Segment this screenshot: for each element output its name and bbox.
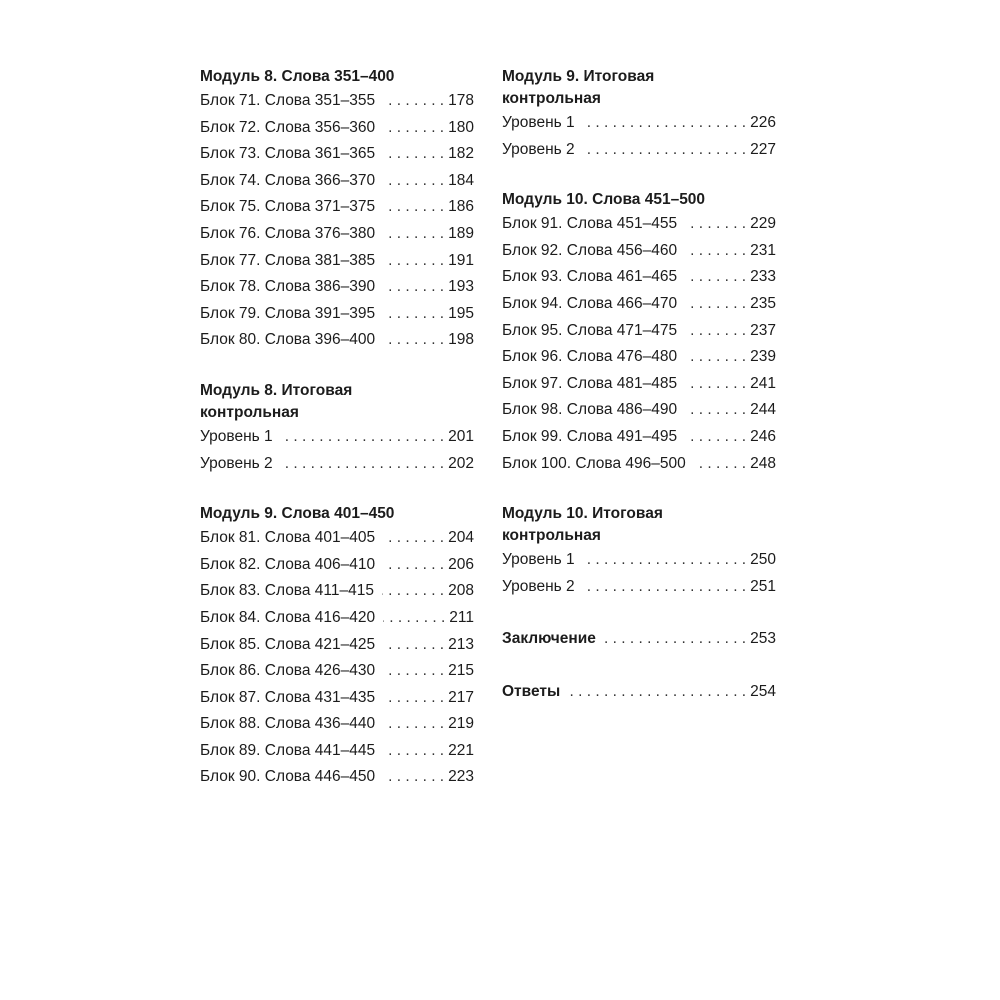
toc-entry[interactable] bbox=[200, 424, 474, 451]
toc-page-number: 219 bbox=[448, 715, 474, 733]
dot-leader bbox=[383, 738, 444, 765]
dot-leader bbox=[383, 605, 445, 632]
toc-section bbox=[200, 380, 474, 477]
dot-leader bbox=[383, 764, 444, 791]
section-heading-line: контрольная bbox=[502, 90, 601, 107]
toc-page-number: 189 bbox=[448, 224, 474, 242]
toc-entry[interactable] bbox=[200, 738, 474, 765]
toc-page-number: 178 bbox=[448, 92, 474, 109]
toc-page-number: 211 bbox=[449, 608, 474, 626]
dot-leader bbox=[383, 194, 444, 221]
toc-section bbox=[502, 679, 776, 706]
toc-entry-label: Блок 88. Слова 436–440 bbox=[200, 715, 376, 733]
toc-entry-label: Уровень 1 bbox=[200, 427, 273, 445]
toc-page-number: 221 bbox=[448, 741, 474, 759]
dot-leader bbox=[383, 221, 444, 248]
toc-entry[interactable] bbox=[200, 194, 474, 221]
toc-entry-label: Блок 73. Слова 361–365 bbox=[200, 145, 376, 163]
toc-page-number: 251 bbox=[750, 577, 776, 595]
toc-entry[interactable] bbox=[502, 547, 776, 574]
dot-leader bbox=[383, 685, 444, 712]
dot-leader bbox=[685, 238, 746, 265]
toc-entry[interactable] bbox=[200, 327, 474, 354]
toc-entry-label: Блок 98. Слова 486–490 bbox=[502, 401, 678, 419]
toc-entry-label: Блок 82. Слова 406–410 bbox=[200, 555, 376, 573]
section-heading-line: контрольная bbox=[502, 527, 601, 545]
toc-entry-label: Блок 83. Слова 411–415 bbox=[200, 582, 374, 600]
toc-page-number: 227 bbox=[750, 140, 776, 158]
toc-entry-label: Блок 100. Слова 496–500 bbox=[502, 454, 686, 472]
toc-page-number: 186 bbox=[448, 198, 474, 216]
toc-entry-label: Блок 77. Слова 381–385 bbox=[200, 251, 376, 269]
toc-entry[interactable] bbox=[502, 626, 776, 653]
dot-leader bbox=[685, 211, 746, 238]
dot-leader bbox=[383, 248, 444, 275]
toc-page-number: 246 bbox=[750, 427, 776, 445]
dot-leader bbox=[685, 371, 746, 398]
toc-page-number: 237 bbox=[750, 321, 776, 339]
toc-entry[interactable] bbox=[502, 137, 776, 164]
toc-page-number: 235 bbox=[750, 294, 776, 312]
toc-page-number: 250 bbox=[750, 551, 776, 569]
toc-page-number: 215 bbox=[448, 662, 474, 680]
toc-entry-label: Уровень 2 bbox=[200, 454, 273, 472]
toc-entry-label: Блок 71. Слова 351–355 bbox=[200, 92, 376, 109]
toc-entry[interactable] bbox=[200, 711, 474, 738]
toc-entry[interactable] bbox=[502, 264, 776, 291]
toc-page-number: 201 bbox=[448, 427, 474, 445]
toc-entry[interactable] bbox=[502, 451, 776, 478]
toc-section bbox=[502, 626, 776, 653]
dot-leader bbox=[604, 626, 746, 653]
toc-entry-label: Блок 87. Слова 431–435 bbox=[200, 688, 376, 706]
toc-page-number: 193 bbox=[448, 278, 474, 296]
toc-page-number: 202 bbox=[448, 454, 474, 472]
section-heading-line: Модуль 9. Итоговая bbox=[502, 68, 655, 85]
dot-leader bbox=[685, 397, 746, 424]
toc-page-number: 180 bbox=[448, 118, 474, 136]
toc-entry-label: Блок 92. Слова 456–460 bbox=[502, 241, 678, 259]
toc-entry-label: Блок 89. Слова 441–445 bbox=[200, 741, 376, 759]
toc-entry[interactable] bbox=[502, 397, 776, 424]
toc-entry[interactable] bbox=[200, 301, 474, 328]
dot-leader bbox=[383, 168, 444, 195]
toc-page-number: 208 bbox=[448, 582, 474, 600]
dot-leader bbox=[383, 525, 444, 552]
toc-page-number: 253 bbox=[750, 630, 776, 648]
toc-page-number: 231 bbox=[750, 241, 776, 259]
toc-page-number: 213 bbox=[448, 635, 474, 653]
toc-section bbox=[502, 66, 776, 163]
toc-page-number: 198 bbox=[448, 331, 474, 349]
toc-entry-label: Блок 99. Слова 491–495 bbox=[502, 427, 678, 445]
toc-entry[interactable] bbox=[200, 764, 474, 791]
dot-leader bbox=[685, 264, 746, 291]
dot-leader bbox=[583, 574, 746, 601]
toc-entry-label: Блок 91. Слова 451–455 bbox=[502, 215, 678, 233]
toc-entry[interactable] bbox=[200, 168, 474, 195]
dot-leader bbox=[685, 318, 746, 345]
dot-leader bbox=[383, 552, 444, 579]
toc-entry[interactable] bbox=[200, 578, 474, 605]
toc-page-number: 204 bbox=[448, 529, 474, 547]
dot-leader bbox=[583, 547, 746, 574]
toc-entry[interactable] bbox=[200, 552, 474, 579]
toc-entry[interactable] bbox=[502, 574, 776, 601]
section-heading bbox=[200, 503, 474, 525]
toc-entry[interactable] bbox=[200, 248, 474, 275]
toc-entry[interactable] bbox=[200, 141, 474, 168]
toc-entry[interactable] bbox=[502, 110, 776, 137]
section-heading-line: Модуль 9. Слова 401–450 bbox=[200, 505, 395, 523]
toc-entry-label: Блок 76. Слова 376–380 bbox=[200, 224, 376, 242]
toc-entry-label: Уровень 1 bbox=[502, 114, 575, 131]
dot-leader bbox=[382, 578, 444, 605]
dot-leader bbox=[383, 711, 444, 738]
toc-page-number: 233 bbox=[750, 268, 776, 286]
toc-entry-label: Заключение bbox=[502, 630, 596, 648]
toc-entry[interactable] bbox=[200, 451, 474, 478]
toc-entry-label: Блок 74. Слова 366–370 bbox=[200, 171, 376, 189]
dot-leader bbox=[583, 110, 746, 137]
toc-entry[interactable] bbox=[200, 605, 474, 632]
dot-leader bbox=[383, 274, 444, 301]
toc-entry-label: Блок 80. Слова 396–400 bbox=[200, 331, 376, 349]
toc-page-number: 191 bbox=[448, 251, 474, 269]
toc-entry-label: Уровень 2 bbox=[502, 140, 575, 158]
toc-entry[interactable] bbox=[502, 211, 776, 238]
toc-entry[interactable] bbox=[200, 685, 474, 712]
dot-leader bbox=[383, 327, 444, 354]
toc-page-number: 248 bbox=[750, 454, 776, 472]
toc-page-number: 226 bbox=[750, 114, 776, 131]
toc-entry[interactable] bbox=[200, 88, 474, 115]
toc-entry-label: Блок 75. Слова 371–375 bbox=[200, 198, 376, 216]
toc-right-column bbox=[502, 66, 776, 732]
section-heading-line: Модуль 8. Слова 351–400 bbox=[200, 68, 395, 85]
toc-page-number: 217 bbox=[448, 688, 474, 706]
toc-section bbox=[502, 189, 776, 477]
toc-entry-label: Блок 72. Слова 356–360 bbox=[200, 118, 376, 136]
dot-leader bbox=[281, 424, 444, 451]
dot-leader bbox=[383, 658, 444, 685]
toc-entry[interactable] bbox=[502, 424, 776, 451]
dot-leader bbox=[568, 679, 746, 706]
toc-entry-label: Блок 78. Слова 386–390 bbox=[200, 278, 376, 296]
section-heading-line: Модуль 10. Итоговая bbox=[502, 505, 663, 523]
section-heading bbox=[200, 66, 474, 88]
toc-page-number: 184 bbox=[448, 171, 474, 189]
toc-section bbox=[200, 66, 474, 354]
dot-leader bbox=[694, 451, 746, 478]
toc-entry[interactable] bbox=[502, 318, 776, 345]
toc-entry[interactable] bbox=[502, 238, 776, 265]
toc-entry-label: Блок 79. Слова 391–395 bbox=[200, 304, 376, 322]
toc-page-number: 195 bbox=[448, 304, 474, 322]
section-heading-line: контрольная bbox=[200, 403, 299, 421]
section-heading bbox=[502, 503, 776, 547]
toc-page-number: 244 bbox=[750, 401, 776, 419]
toc-entry-label: Блок 84. Слова 416–420 bbox=[200, 608, 376, 626]
toc-entry-label: Блок 95. Слова 471–475 bbox=[502, 321, 678, 339]
toc-entry[interactable] bbox=[200, 221, 474, 248]
toc-entry[interactable] bbox=[200, 658, 474, 685]
toc-page-number: 239 bbox=[750, 348, 776, 366]
toc-entry[interactable] bbox=[200, 632, 474, 659]
section-heading bbox=[200, 380, 474, 424]
toc-entry[interactable] bbox=[502, 291, 776, 318]
toc-entry[interactable] bbox=[502, 679, 776, 706]
section-heading-line: Модуль 10. Слова 451–500 bbox=[502, 191, 706, 209]
toc-entry[interactable] bbox=[502, 344, 776, 371]
toc-entry-label: Блок 97. Слова 481–485 bbox=[502, 374, 678, 392]
toc-page-number: 206 bbox=[448, 555, 474, 573]
toc-page-number: 223 bbox=[448, 768, 474, 786]
dot-leader bbox=[383, 632, 444, 659]
toc-entry-label: Блок 96. Слова 476–480 bbox=[502, 348, 678, 366]
toc-page-number: 229 bbox=[750, 215, 776, 233]
dot-leader bbox=[383, 141, 444, 168]
section-heading bbox=[502, 189, 776, 211]
toc-entry[interactable] bbox=[200, 115, 474, 142]
toc-entry[interactable] bbox=[200, 274, 474, 301]
dot-leader bbox=[685, 424, 746, 451]
toc-entry[interactable] bbox=[502, 371, 776, 398]
toc-section bbox=[200, 503, 474, 791]
dot-leader bbox=[685, 291, 746, 318]
section-heading bbox=[502, 66, 776, 110]
dot-leader bbox=[685, 344, 746, 371]
toc-section bbox=[502, 503, 776, 600]
section-heading-line: Модуль 8. Итоговая bbox=[200, 381, 353, 399]
toc-page-number: 241 bbox=[750, 374, 776, 392]
toc-page-number: 254 bbox=[750, 682, 776, 700]
toc-entry-label: Блок 94. Слова 466–470 bbox=[502, 294, 678, 312]
dot-leader bbox=[383, 88, 444, 115]
toc-entry-label: Уровень 1 bbox=[502, 551, 575, 569]
toc-entry[interactable] bbox=[200, 525, 474, 552]
toc-entry-label: Ответы bbox=[502, 682, 561, 700]
dot-leader bbox=[281, 451, 444, 478]
toc-entry-label: Уровень 2 bbox=[502, 577, 575, 595]
toc-entry-label: Блок 93. Слова 461–465 bbox=[502, 268, 678, 286]
dot-leader bbox=[583, 137, 746, 164]
toc-entry-label: Блок 81. Слова 401–405 bbox=[200, 529, 376, 547]
dot-leader bbox=[383, 115, 444, 142]
dot-leader bbox=[383, 301, 444, 328]
toc-entry-label: Блок 90. Слова 446–450 bbox=[200, 768, 376, 786]
toc-left-column bbox=[200, 66, 474, 817]
toc-page-number: 182 bbox=[448, 145, 474, 163]
toc-entry-label: Блок 86. Слова 426–430 bbox=[200, 662, 376, 680]
toc-entry-label: Блок 85. Слова 421–425 bbox=[200, 635, 376, 653]
